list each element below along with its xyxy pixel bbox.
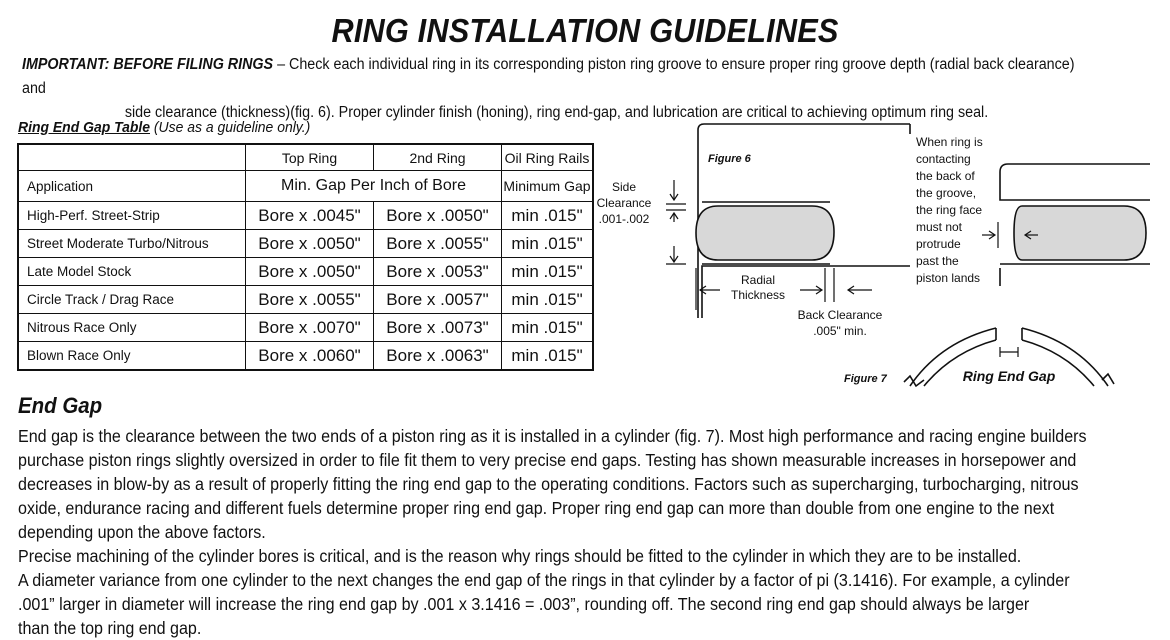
note-line-5: the ring face bbox=[916, 203, 983, 217]
note-line-6: must not bbox=[916, 220, 963, 234]
intro-line-2: side clearance (thickness)(fig. 6). Proper cylinder finish (honing), ring end-gap, and lubrication are critical to achieving optimum ring seal. bbox=[124, 104, 989, 121]
intro-lead: IMPORTANT: BEFORE FILING RINGS bbox=[22, 56, 274, 73]
table-row bbox=[18, 230, 593, 258]
end-gap-marker bbox=[1000, 347, 1018, 357]
cell-top-ring: Bore x .0070" bbox=[246, 314, 374, 342]
cell-application: Late Model Stock bbox=[18, 258, 246, 286]
note-line-9: piston lands bbox=[916, 271, 981, 285]
cell-oil-ring: min .015" bbox=[502, 230, 594, 258]
cell-application: Blown Race Only bbox=[18, 342, 246, 371]
table-row bbox=[18, 314, 593, 342]
header-minimum-gap: Minimum Gap bbox=[502, 171, 594, 202]
header-second-ring: 2nd Ring bbox=[374, 144, 502, 171]
cell-second-ring: Bore x .0055" bbox=[374, 230, 502, 258]
body-line: End gap is the clearance between the two ends of a piston ring as it is installed in a cylinder (fig. 7). Most high performance and racing engine builders bbox=[18, 426, 1087, 446]
table-row bbox=[18, 342, 593, 371]
body-line: purchase piston rings slightly oversized in order to file fit them to very precise end gaps. Testing has shown measurable increases in horsepower and bbox=[18, 450, 1077, 470]
radial-label-2: Thickness bbox=[730, 288, 786, 302]
cell-oil-ring: min .015" bbox=[502, 342, 594, 371]
ring-figures-diagram bbox=[590, 118, 1168, 390]
note-line-3: the back of bbox=[916, 169, 975, 183]
body-line: .001” larger in diameter will increase the ring end gap by .001 x 3.1416 = .003”, rounding off. The second ring end gap should always be larger bbox=[18, 594, 1030, 614]
cell-second-ring: Bore x .0063" bbox=[374, 342, 502, 371]
table-row bbox=[18, 258, 593, 286]
cell-oil-ring: min .015" bbox=[502, 202, 594, 230]
body-line: oxide, endurance racing and different fuels determine proper ring end gap. Proper ring end gap can more than double from one engine to the next bbox=[18, 498, 1055, 518]
cell-top-ring: Bore x .0050" bbox=[246, 258, 374, 286]
table-row bbox=[18, 286, 593, 314]
figure7-label: Figure 7 bbox=[844, 373, 887, 385]
intro-paragraph bbox=[22, 53, 1093, 125]
body-line: decreases in blow-by as a result of properly fitting the ring end gap to the operating conditions. Factors such as supercharging, turbocharging, nitrous bbox=[18, 474, 1079, 494]
header-oil-ring-rails: Oil Ring Rails bbox=[502, 144, 594, 171]
end-gap-body bbox=[18, 424, 1151, 640]
cell-second-ring: Bore x .0053" bbox=[374, 258, 502, 286]
header-top-ring: Top Ring bbox=[246, 144, 374, 171]
table-row bbox=[18, 202, 593, 230]
cell-application: High-Perf. Street-Strip bbox=[18, 202, 246, 230]
radial-label-1: Radial bbox=[740, 273, 776, 287]
note-line-4: the groove, bbox=[916, 186, 977, 200]
figure6-right-ring-section bbox=[1014, 206, 1146, 260]
intro-line-1: – Check each individual ring in its corresponding piston ring groove to ensure proper ring groove depth (radial back clearance) and bbox=[22, 56, 1075, 97]
side-clearance-label-2: Clearance bbox=[596, 196, 652, 210]
figure6-label: Figure 6 bbox=[708, 153, 751, 165]
end-gap-heading: End Gap bbox=[18, 393, 103, 418]
cell-second-ring: Bore x .0050" bbox=[374, 202, 502, 230]
table-caption-note: (Use as a guideline only.) bbox=[150, 119, 311, 136]
cell-second-ring: Bore x .0073" bbox=[374, 314, 502, 342]
side-clearance-label-3: .001-.002 bbox=[598, 212, 650, 226]
table-subheader-row bbox=[18, 171, 593, 202]
note-line-1: When ring is bbox=[916, 135, 983, 149]
cell-top-ring: Bore x .0060" bbox=[246, 342, 374, 371]
page-title: RING INSTALLATION GUIDELINES bbox=[331, 12, 839, 49]
body-line: than the top ring end gap. bbox=[18, 618, 202, 638]
figure6-ring-section bbox=[696, 206, 834, 260]
cell-application: Street Moderate Turbo/Nitrous bbox=[18, 230, 246, 258]
figure7-caption: Ring End Gap bbox=[962, 368, 1056, 384]
header-application: Application bbox=[18, 171, 246, 202]
cell-oil-ring: min .015" bbox=[502, 286, 594, 314]
table-header-row bbox=[18, 144, 593, 171]
cell-top-ring: Bore x .0055" bbox=[246, 286, 374, 314]
body-line: Precise machining of the cylinder bores is critical, and is the reason why rings should be fitted to the cylinder in which they are to be installed. bbox=[18, 546, 1022, 566]
note-line-8: past the bbox=[916, 254, 959, 268]
cell-top-ring: Bore x .0050" bbox=[246, 230, 374, 258]
cell-oil-ring: min .015" bbox=[502, 314, 594, 342]
cell-top-ring: Bore x .0045" bbox=[246, 202, 374, 230]
side-clearance-arrows bbox=[666, 180, 686, 264]
back-clearance-label-2: .005" min. bbox=[813, 324, 867, 338]
back-clearance-label-1: Back Clearance bbox=[797, 308, 883, 322]
table-caption-title: Ring End Gap Table bbox=[18, 119, 151, 136]
note-line-2: contacting bbox=[916, 152, 971, 166]
body-line: A diameter variance from one cylinder to the next changes the end gap of the rings in that cylinder by a factor of pi (3.1416). For example, a cylinder bbox=[18, 570, 1070, 590]
cell-application: Circle Track / Drag Race bbox=[18, 286, 246, 314]
note-line-7: protrude bbox=[916, 237, 961, 251]
table-caption bbox=[18, 119, 310, 136]
header-min-gap: Min. Gap Per Inch of Bore bbox=[246, 171, 502, 202]
cell-oil-ring: min .015" bbox=[502, 258, 594, 286]
table-corner-cell bbox=[18, 144, 246, 171]
body-line: depending upon the above factors. bbox=[18, 522, 266, 542]
cell-second-ring: Bore x .0057" bbox=[374, 286, 502, 314]
side-clearance-label-1: Side bbox=[611, 180, 637, 194]
cell-application: Nitrous Race Only bbox=[18, 314, 246, 342]
ring-end-gap-table bbox=[17, 143, 594, 371]
